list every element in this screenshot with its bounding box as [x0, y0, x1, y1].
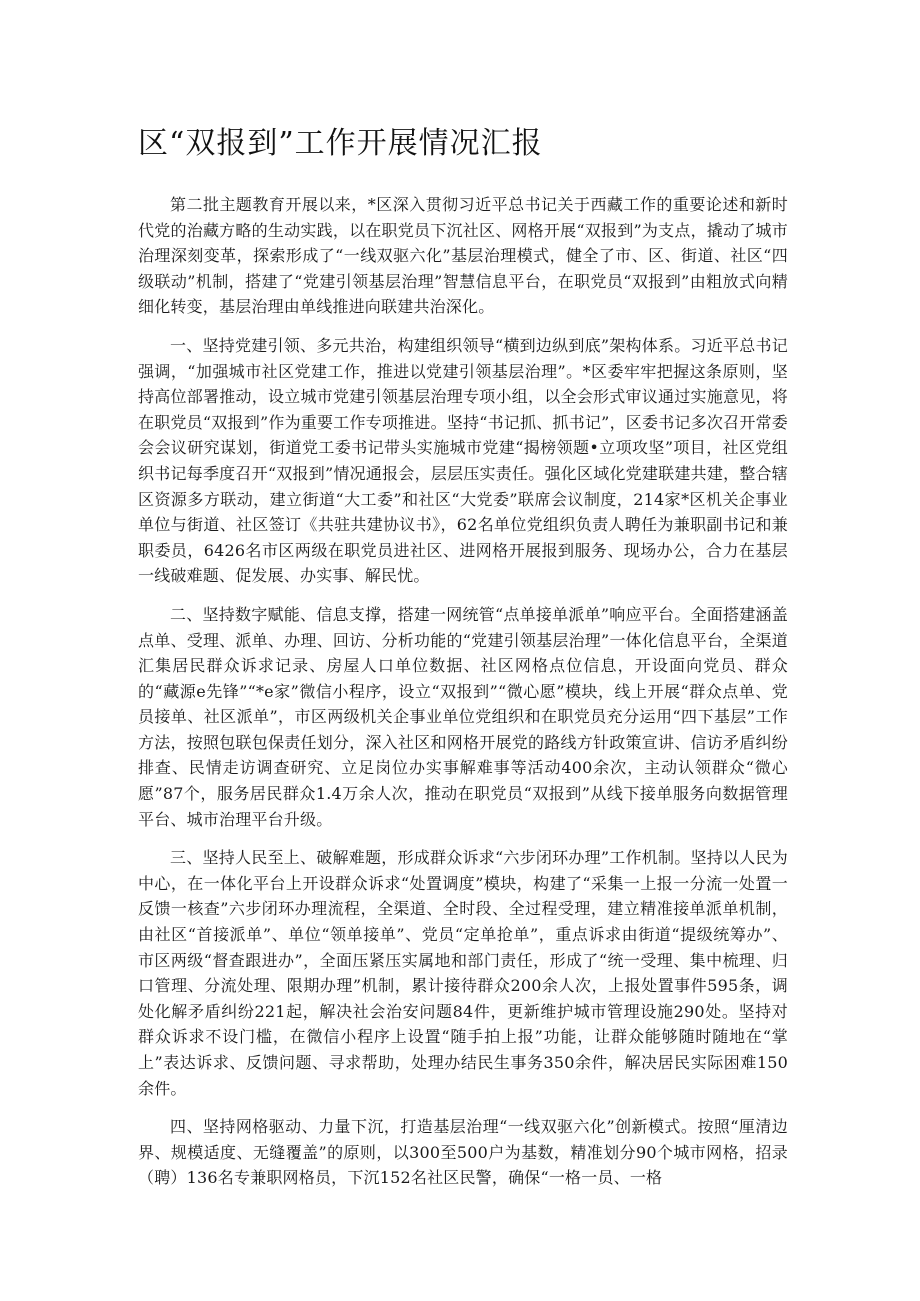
section-3-paragraph: 三、坚持人民至上、破解难题，形成群众诉求“六步闭环办理”工作机制。坚持以人民为中心，在一体化平台上开设群众诉求“处置调度”模块，构建了“采集一上报一分流一处置一反馈一核查”六步闭环办理流程，全渠道、全时段、全过程受理，建立精准接单派单机制，由社区“首接派单”、单位“领单接单”、党员“定单抢单”，重点诉求由街道“提级统筹办”、市区两级“督查跟进办”，全面压紧压实属地和部门责任，形成了“统一受理、集中梳理、归口管理、分流处理、限期办理”机制，累计接待群众200余人次，上报处置事件595条，调处化解矛盾纠纷221起，解决社会治安问题84件，更新维护城市管理设施290处。坚持对群众诉求不设门槛，在微信小程序上设置“随手拍上报”功能，让群众能够随时随地在“掌上”表达诉求、反馈问题、寻求帮助，处理办结民生事务350余件，解决居民实际困难150余件。	[138, 848, 788, 1098]
section-2-paragraph: 二、坚持数字赋能、信息支撑，搭建一网统管“点单接单派单”响应平台。全面搭建涵盖点单、受理、派单、办理、回访、分析功能的“党建引领基层治理”一体化信息平台，全渠道汇集居民群众诉求记录、房屋人口单位数据、社区网格点位信息，开设面向党员、群众的“藏源e先锋”“*e家”微信小程序，设立“双报到”“微心愿”模块，线上开展“群众点单、党员接单、社区派单”，市区两级机关企事业单位党组织和在职党员充分运用“四下基层”工作方法，按照包联包保责任划分，深入社区和网格开展党的路线方针政策宣讲、信访矛盾纠纷排查、民情走访调查研究、立足岗位办实事解难事等活动400余次，主动认领群众“微心愿”87个，服务居民群众1.4万余人次，推动在职党员“双报到”从线下接单服务向数据管理平台、城市治理平台升级。	[138, 604, 788, 829]
document-title: 区“双报到”工作开展情况汇报	[138, 126, 543, 161]
document-page	[138, 122, 788, 1204]
section-4-paragraph: 四、坚持网格驱动、力量下沉，打造基层治理“一线双驱六化”创新模式。按照“厘清边界、规模适度、无缝覆盖”的原则，以300至500户为基数，精准划分90个城市网格，招录（聘）136名专兼职网格员，下沉152名社区民警，确保“一格一员、一格	[138, 1117, 788, 1188]
section-1-paragraph: 一、坚持党建引领、多元共治，构建组织领导“横到边纵到底”架构体系。习近平总书记强调，“加强城市社区党建工作，推进以党建引领基层治理”。*区委牢牢把握这条原则，坚持高位部署推动，设立城市党建引领基层治理专项小组，以全会形式审议通过实施意见，将在职党员“双报到”作为重要工作专项推进。坚持“书记抓、抓书记”，区委书记多次召开常委会会议研究谋划，街道党工委书记带头实施城市党建“揭榜领题•立项攻坚”项目，社区党组织书记每季度召开“双报到”情况通报会，层层压实责任。强化区域化党建联建共建，整合辖区资源多方联动，建立街道“大工委”和社区“大党委”联席会议制度，214家*区机关企事业单位与街道、社区签订《共驻共建协议书》，62名单位党组织负责人聘任为兼职副书记和兼职委员，6426名市区两级在职党员进社区、进网格开展报到服务、现场办公，合力在基层一线破难题、促发展、办实事、解民忧。	[138, 335, 788, 586]
intro-paragraph: 第二批主题教育开展以来，*区深入贯彻习近平总书记关于西藏工作的重要论述和新时代党的治藏方略的生动实践，以在职党员下沉社区、网格开展“双报到”为支点，撬动了城市治理深刻变革，探索形成了“一线双驱六化”基层治理模式，健全了市、区、街道、社区“四级联动”机制，搭建了“党建引领基层治理”智慧信息平台，在职党员“双报到”由粗放式向精细化转变，基层治理由单线推进向联建共治深化。	[138, 195, 788, 317]
